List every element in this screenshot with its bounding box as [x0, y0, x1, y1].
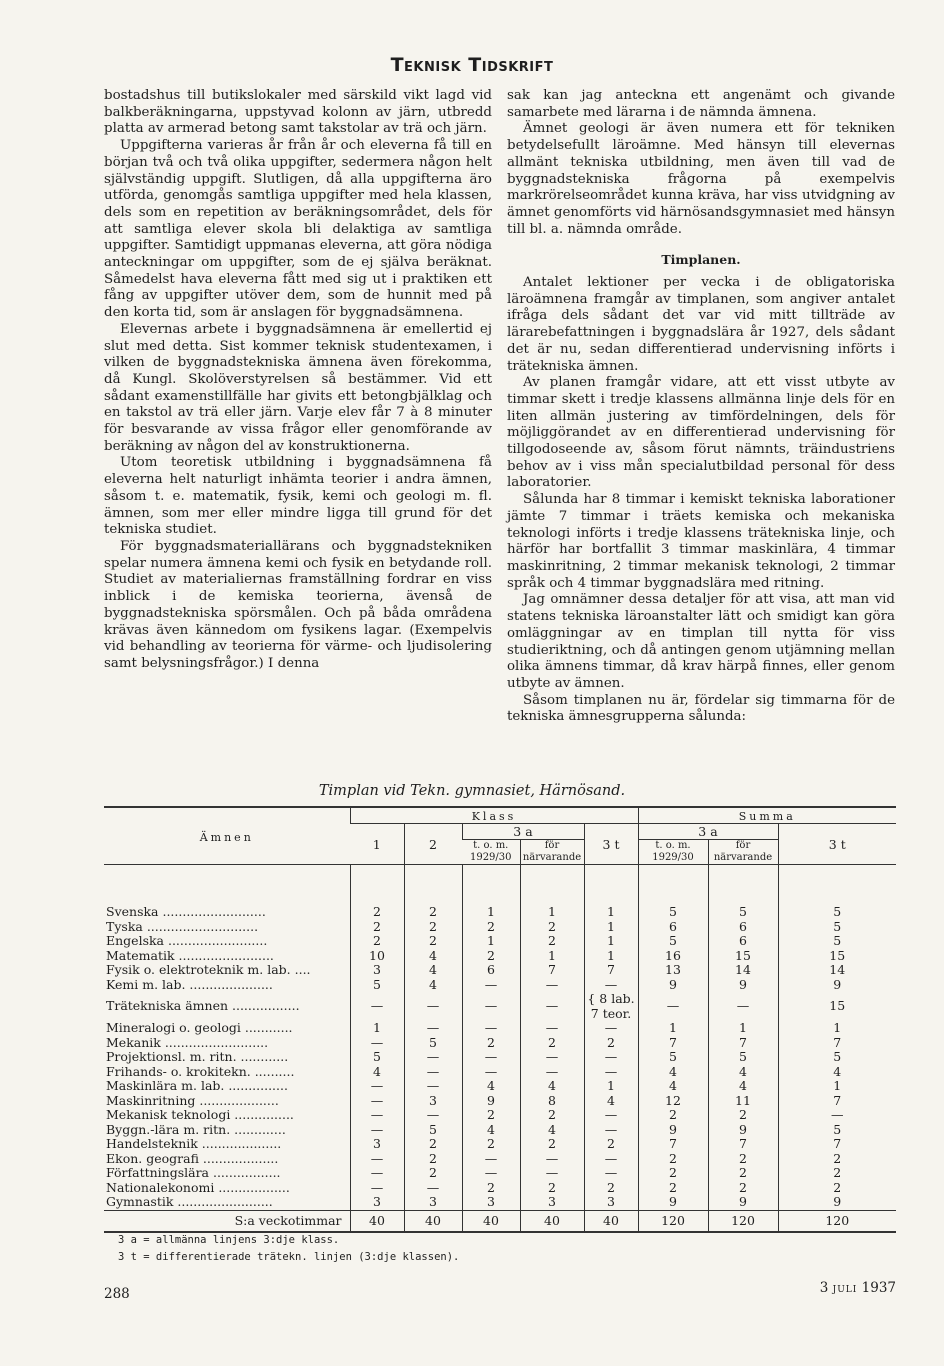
- hours-cell: 15: [778, 949, 896, 964]
- hours-cell: 2: [638, 1152, 708, 1167]
- hours-cell: 6: [708, 934, 778, 949]
- hours-cell: —: [350, 1108, 404, 1123]
- hours-cell: —: [462, 1152, 520, 1167]
- hours-cell: —: [350, 1181, 404, 1196]
- subject-cell: Trätekniska ämnen .................: [106, 998, 300, 1014]
- table-row: [104, 920, 896, 935]
- hours-cell: 2: [404, 1166, 462, 1181]
- hours-cell: 5: [638, 934, 708, 949]
- hours-cell: 8: [520, 1094, 584, 1109]
- date-day: 3: [819, 1280, 829, 1296]
- total-cell: 40: [404, 1210, 462, 1232]
- hours-cell: 3: [462, 1195, 520, 1210]
- hours-cell: 1: [520, 949, 584, 964]
- hours-cell: —: [404, 1050, 462, 1065]
- hours-cell: —: [350, 1123, 404, 1138]
- hours-cell: 15: [778, 992, 896, 1021]
- hours-cell: 6: [462, 963, 520, 978]
- total-cell: 40: [520, 1210, 584, 1232]
- hours-cell: —: [520, 1050, 584, 1065]
- hours-cell: 5: [708, 865, 778, 920]
- subject-cell: Matematik ........................: [106, 948, 274, 963]
- header-sum-3t: 3 t: [778, 824, 896, 865]
- hours-cell: 4: [638, 1079, 708, 1094]
- hours-cell: 2: [462, 949, 520, 964]
- paragraph: sak kan jag anteckna ett angenämt och givande samarbete med lärarna i de nämnda ämnena.: [507, 88, 895, 120]
- hours-cell: —: [584, 1152, 638, 1167]
- hours-cell: 2: [778, 1181, 896, 1196]
- hours-cell: 2: [404, 1152, 462, 1167]
- hours-cell: 4: [778, 1065, 896, 1080]
- table-row: [104, 1137, 896, 1152]
- subject-cell: Gymnastik ........................: [106, 1195, 273, 1209]
- note: 3 a = allmänna linjens 3:dje klass.: [118, 1234, 340, 1246]
- hours-cell: —: [350, 1094, 404, 1109]
- hours-cell: 5: [404, 1123, 462, 1138]
- hours-cell: 4: [520, 1079, 584, 1094]
- hours-cell: 2: [778, 1166, 896, 1181]
- date-year: 1937: [861, 1280, 896, 1296]
- table-row: [104, 978, 896, 993]
- hours-cell: 1: [638, 1021, 708, 1036]
- hours-cell: 2: [404, 865, 462, 920]
- table-row: [104, 1108, 896, 1123]
- subject-cell: Handelsteknik ....................: [106, 1137, 282, 1151]
- paragraph: bostadshus till butikslokaler med särskild vikt lagd vid balkberäkningarna, uppstyvad kolonn av järn, utbredd platta av armerad betong samt takstolar av trä och järn.: [104, 88, 492, 137]
- hours-cell: 2: [584, 1137, 638, 1152]
- hours-cell: 1: [708, 1021, 778, 1036]
- hours-cell: —: [584, 1123, 638, 1138]
- hours-cell: —: [462, 1050, 520, 1065]
- hours-cell: 2: [708, 1166, 778, 1181]
- table-row: [104, 1166, 896, 1181]
- subject-cell: Mineralogi o. geologi ............: [106, 1021, 293, 1035]
- header-class-2: 2: [404, 824, 462, 865]
- hours-cell: 7: [520, 963, 584, 978]
- hours-cell: 5: [638, 1050, 708, 1065]
- hours-cell: 5: [778, 1050, 896, 1065]
- subject-cell: Svenska ..........................: [106, 904, 266, 919]
- hours-cell: 9: [462, 1094, 520, 1109]
- hours-cell: —: [350, 1036, 404, 1051]
- total-label: S:a veckotimmar: [104, 1210, 350, 1232]
- hours-cell: 2: [350, 934, 404, 949]
- subject-cell: Tyska ............................: [106, 919, 259, 934]
- hours-cell: 1: [462, 934, 520, 949]
- hours-cell: 7: [708, 1036, 778, 1051]
- hours-cell: 1: [350, 1021, 404, 1036]
- hours-cell: 2: [404, 934, 462, 949]
- hours-cell: —: [584, 1050, 638, 1065]
- hours-cell: —: [584, 1065, 638, 1080]
- table-row: [104, 1065, 896, 1080]
- hours-cell: —: [462, 1065, 520, 1080]
- hours-cell: 2: [462, 1036, 520, 1051]
- hours-cell: 4: [462, 1123, 520, 1138]
- hours-cell: 1: [584, 1079, 638, 1094]
- table-row: [104, 865, 896, 920]
- hours-cell: 1: [584, 865, 638, 920]
- subject-cell: Projektionsl. m. ritn. ............: [106, 1050, 289, 1064]
- left-column: [104, 88, 492, 673]
- hours-cell: 9: [638, 1123, 708, 1138]
- hours-cell: —: [462, 1166, 520, 1181]
- hours-cell: 4: [708, 1079, 778, 1094]
- paragraph: Såsom timplanen nu är, fördelar sig timmarna för de tekniska ämnesgrupperna sålunda:: [507, 692, 895, 725]
- header-nu: för närvarande: [520, 840, 584, 865]
- table-notes: [118, 1232, 459, 1266]
- subject-cell: Maskinritning ....................: [106, 1093, 279, 1108]
- hours-cell: 4: [404, 949, 462, 964]
- hours-cell: 11: [708, 1094, 778, 1109]
- total-row: [104, 1210, 896, 1232]
- hours-cell: 3: [520, 1195, 584, 1210]
- hours-cell: 5: [638, 865, 708, 920]
- header-nu: för närvarande: [708, 840, 778, 865]
- total-cell: 120: [638, 1210, 708, 1232]
- hours-cell: 3: [350, 963, 404, 978]
- hours-cell: 10: [350, 949, 404, 964]
- table-row: [104, 1050, 896, 1065]
- hours-cell: 1: [584, 920, 638, 935]
- header-klass: Klass: [350, 807, 638, 824]
- hours-cell: —: [404, 1021, 462, 1036]
- hours-cell: 3: [404, 1094, 462, 1109]
- timetable: [104, 806, 896, 1233]
- hours-cell: 3: [350, 1137, 404, 1152]
- hours-cell: —: [350, 992, 404, 1021]
- hours-cell: —: [404, 1181, 462, 1196]
- hours-cell: 2: [520, 1181, 584, 1196]
- total-cell: 40: [350, 1210, 404, 1232]
- table-row: [104, 1152, 896, 1167]
- hours-cell: 12: [638, 1094, 708, 1109]
- hours-cell: 5: [350, 978, 404, 993]
- hours-cell: 9: [708, 978, 778, 993]
- hours-cell: 2: [708, 1181, 778, 1196]
- paragraph: Elevernas arbete i byggnadsämnena är emellertid ej slut med detta. Sist kommer teknisk studentexamen, i vilken de byggnadstekniska ämnena även förekomma, då Kungl. Skolöverstyrelsen så bestämmer. Vid ett sådant examenstillfälle har givits ett betongbjälklag och en takstol av trä eller järn. Varje elev får 7 à 8 minuter för besvarande av vissa frågor eller genomförande av beräkning av någon del av konstruktionerna.: [104, 321, 492, 454]
- hours-cell: —: [520, 1021, 584, 1036]
- hours-cell: —: [350, 1166, 404, 1181]
- issue-date: [820, 1280, 896, 1296]
- hours-cell: 2: [520, 1108, 584, 1123]
- hours-cell: 2: [638, 1181, 708, 1196]
- table-row: [104, 963, 896, 978]
- subject-cell: Författningslära .................: [106, 1166, 281, 1180]
- hours-cell: 2: [708, 1108, 778, 1123]
- hours-cell: 13: [638, 963, 708, 978]
- subject-cell: Nationalekonomi ..................: [106, 1180, 290, 1195]
- hours-cell: 7: [708, 1137, 778, 1152]
- hours-cell: —: [404, 1079, 462, 1094]
- hours-cell: —: [708, 992, 778, 1021]
- hours-cell: —: [584, 1021, 638, 1036]
- total-cell: 40: [584, 1210, 638, 1232]
- hours-cell: 14: [708, 963, 778, 978]
- hours-cell: 2: [584, 1181, 638, 1196]
- hours-cell: 4: [404, 978, 462, 993]
- hours-cell: —: [462, 1021, 520, 1036]
- hours-cell: 5: [404, 1036, 462, 1051]
- hours-cell: —: [520, 1065, 584, 1080]
- subject-cell: Frihands- o. krokitekn. ..........: [106, 1064, 295, 1079]
- timetable-table: [104, 806, 896, 1233]
- hours-cell: 4: [404, 963, 462, 978]
- header-subject: Ämnen: [104, 807, 350, 865]
- hours-cell: —: [404, 1065, 462, 1080]
- hours-cell: 7: [778, 1094, 896, 1109]
- hours-cell: 9: [778, 978, 896, 993]
- hours-cell: 2: [520, 920, 584, 935]
- hours-cell: —: [584, 1166, 638, 1181]
- subject-cell: Ekon. geografi ...................: [106, 1151, 279, 1166]
- hours-cell: —: [584, 1108, 638, 1123]
- hours-cell: 9: [708, 1123, 778, 1138]
- table-row: [104, 992, 896, 1021]
- hours-cell: 1: [778, 1021, 896, 1036]
- hours-cell: 16: [638, 949, 708, 964]
- journal-header: Teknisk Tidskrift: [390, 54, 554, 76]
- hours-cell: 1: [778, 1079, 896, 1094]
- subject-cell: Mekanik ..........................: [106, 1035, 269, 1050]
- table-row: [104, 934, 896, 949]
- hours-cell: 7: [638, 1036, 708, 1051]
- table-caption: Timplan vid Tekn. gymnasiet, Härnösand.: [318, 783, 626, 799]
- hours-cell: 4: [708, 1065, 778, 1080]
- note: 3 t = differentierade trätekn. linjen (3:dje klassen).: [118, 1251, 460, 1263]
- hours-cell: —: [520, 978, 584, 993]
- paragraph: Jag omnämner dessa detaljer för att visa, att man vid statens tekniska läroanstalter lätt och smidigt kan göra omläggningar av en timplan till nytta för viss studieriktning, och då antingen genom utjämning mellan olika ämnens timmar, då krav härpå finnes, eller genom utbyte av ämnen.: [507, 592, 895, 691]
- header-class-3a: 3 a: [462, 824, 584, 840]
- hours-cell: 2: [520, 1137, 584, 1152]
- subject-cell: Fysik o. elektroteknik m. lab. ....: [106, 963, 311, 977]
- table-row: [104, 1123, 896, 1138]
- hours-cell: 5: [778, 1123, 896, 1138]
- subject-cell: Maskinlära m. lab. ...............: [106, 1079, 288, 1093]
- hours-cell: 2: [638, 1166, 708, 1181]
- hours-cell: 2: [404, 920, 462, 935]
- hours-cell: 1: [584, 949, 638, 964]
- hours-cell: —: [404, 1108, 462, 1123]
- hours-cell: 7: [584, 963, 638, 978]
- hours-cell: 5: [778, 934, 896, 949]
- table-row: [104, 1094, 896, 1109]
- hours-cell: 4: [520, 1123, 584, 1138]
- paragraph: Av planen framgår vidare, att ett visst utbyte av timmar skett i tredje klassens allmänna linje dels för en liten allmän justering av timfördelningen, dels för möjliggörandet av en differentierad undervisning för tillgodoseende av, såsom förut nämnts, träindustriens behov av i viss mån specialutbildad personal för dess laboratorier.: [507, 375, 895, 491]
- table-row: [104, 1021, 896, 1036]
- hours-cell: 7: [778, 1137, 896, 1152]
- subject-cell: Mekanisk teknologi ...............: [106, 1108, 294, 1122]
- hours-cell: —: [350, 1079, 404, 1094]
- table-row: [104, 1036, 896, 1051]
- hours-cell: —: [520, 1166, 584, 1181]
- hours-cell: 15: [708, 949, 778, 964]
- hours-cell: 2: [638, 1108, 708, 1123]
- hours-cell: 5: [778, 865, 896, 920]
- paragraph: Utom teoretisk utbildning i byggnadsämnena få eleverna helt naturligt inhämta teorier i andra ämnen, såsom t. e. matematik, fysik, kemi och geologi m. fl. ämnen, som mer eller mindre ligga till grund för det tekniska studiet.: [104, 455, 492, 538]
- hours-cell: 2: [462, 1108, 520, 1123]
- hours-cell: 4: [350, 1065, 404, 1080]
- section-heading: Timplanen.: [661, 252, 741, 268]
- hours-cell: 14: [778, 963, 896, 978]
- hours-cell: 4: [462, 1079, 520, 1094]
- hours-cell: 1: [462, 865, 520, 920]
- hours-cell: 5: [350, 1050, 404, 1065]
- hours-cell: —: [638, 992, 708, 1021]
- subject-cell: Engelska .........................: [106, 934, 268, 948]
- hours-cell: 2: [404, 1137, 462, 1152]
- hours-cell: 7: [778, 1036, 896, 1051]
- hours-cell: 2: [350, 865, 404, 920]
- header-tom: t. o. m. 1929/30: [462, 840, 520, 865]
- hours-cell: 9: [638, 978, 708, 993]
- hours-cell: —: [520, 1152, 584, 1167]
- hours-cell: 9: [708, 1195, 778, 1210]
- date-month: juli: [832, 1280, 858, 1296]
- hours-cell: 2: [462, 1181, 520, 1196]
- hours-cell: 5: [708, 1050, 778, 1065]
- hours-cell: 3: [584, 1195, 638, 1210]
- hours-cell: { 8 lab. 7 teor.: [584, 992, 638, 1021]
- hours-cell: 2: [462, 920, 520, 935]
- subject-cell: Kemi m. lab. .....................: [106, 977, 273, 992]
- total-cell: 120: [708, 1210, 778, 1232]
- hours-cell: —: [584, 978, 638, 993]
- hours-cell: 9: [638, 1195, 708, 1210]
- table-row: [104, 1079, 896, 1094]
- paragraph: Antalet lektioner per vecka i de obligatoriska läroämnena framgår av timplanen, som angiver antalet ifråga dels sådant det var vid mitt tillträde av lärarebefattningen i byggnadslära år 1927, dels sådant det är nu, sedan differentierad undervisning införts i trätekniska ämnen.: [507, 275, 895, 374]
- hours-cell: 6: [708, 920, 778, 935]
- total-cell: 40: [462, 1210, 520, 1232]
- hours-cell: —: [520, 992, 584, 1021]
- total-cell: 120: [778, 1210, 896, 1232]
- hours-cell: 2: [462, 1137, 520, 1152]
- hours-cell: —: [462, 992, 520, 1021]
- header-class-1: 1: [350, 824, 404, 865]
- table-body: [104, 865, 896, 1232]
- hours-cell: 7: [638, 1137, 708, 1152]
- hours-cell: 1: [520, 865, 584, 920]
- right-column: [507, 88, 895, 726]
- hours-cell: —: [462, 978, 520, 993]
- paragraph: Ämnet geologi är även numera ett för tekniken betydelsefullt läroämne. Med hänsyn till elevernas allmänt tekniska utbildning, men även till vad de byggnadstekniska frågorna på exempelvis markrörelseområdet kunna kräva, har viss utvidgning av ämnet genomförts vid härnösandsgymnasiet med hänsyn till bl. a. nämnda område.: [507, 121, 895, 237]
- hours-cell: 2: [520, 1036, 584, 1051]
- hours-cell: 4: [638, 1065, 708, 1080]
- hours-cell: —: [350, 1152, 404, 1167]
- hours-cell: 5: [778, 920, 896, 935]
- header-class-3t: 3 t: [584, 824, 638, 865]
- hours-cell: 3: [350, 1195, 404, 1210]
- table-row: [104, 1181, 896, 1196]
- subject-cell: Byggn.-lära m. ritn. .............: [106, 1122, 286, 1137]
- hours-cell: 3: [404, 1195, 462, 1210]
- hours-cell: 1: [584, 934, 638, 949]
- paragraph: Sålunda har 8 timmar i kemiskt tekniska laborationer jämte 7 timmar i träets kemiska och mekaniska teknologi införts i tredje klassens trätekniska linje, och härför har bortfallit 3 timmar maskinlära, 4 timmar maskinritning, 2 timmar mekanisk teknologi, 2 timmar språk och 4 timmar byggnadslära med ritning.: [507, 492, 895, 591]
- table-row: [104, 949, 896, 964]
- hours-cell: 2: [778, 1152, 896, 1167]
- hours-cell: 4: [584, 1094, 638, 1109]
- paragraph: Uppgifterna varieras år från år och eleverna få till en början två och två olika uppgifter, sedermera någon helt självständig uppgift. Slutligen, då alla uppgifterna äro utförda, genomgås samtliga uppgifter med hela klassen, dels som en repetition av beräkningsområdet, dels för att samtliga elever skola bli delaktiga av samtliga uppgifter. Samtidigt uppmanas eleverna, att göra nödiga anteckningar om uppgifter, som de ej själva beräknat. Såmedelst hava eleverna fått med sig ut i praktiken ett fång av uppgifter utöver dem, som de hunnit med på den korta tid, som är anslagen för byggnadsämnena.: [104, 138, 492, 321]
- hours-cell: 2: [520, 934, 584, 949]
- hours-cell: 2: [350, 920, 404, 935]
- hours-cell: 2: [708, 1152, 778, 1167]
- hours-cell: 6: [638, 920, 708, 935]
- paragraph: För byggnadsmateriallärans och byggnadstekniken spelar numera ämnena kemi och fysik en betydande roll. Studiet av materialiernas framställning fordrar en viss inblick i de kemiska teorierna, ävenså de byggnadstekniska spörsmålen. Och på båda områdena krävas även kännedom om fysikens lagar. (Exempelvis vid behandling av teorierna för värme- och ljudisolering samt belysningsfrågor.) I denna: [104, 538, 492, 671]
- table-row: [104, 1195, 896, 1210]
- header-summa: Summa: [638, 807, 896, 824]
- hours-cell: —: [404, 992, 462, 1021]
- header-tom: t. o. m. 1929/30: [638, 840, 708, 865]
- hours-cell: 9: [778, 1195, 896, 1210]
- page-number: 288: [104, 1286, 130, 1302]
- header-sum-3a: 3 a: [638, 824, 778, 840]
- hours-cell: 2: [584, 1036, 638, 1051]
- hours-cell: —: [778, 1108, 896, 1123]
